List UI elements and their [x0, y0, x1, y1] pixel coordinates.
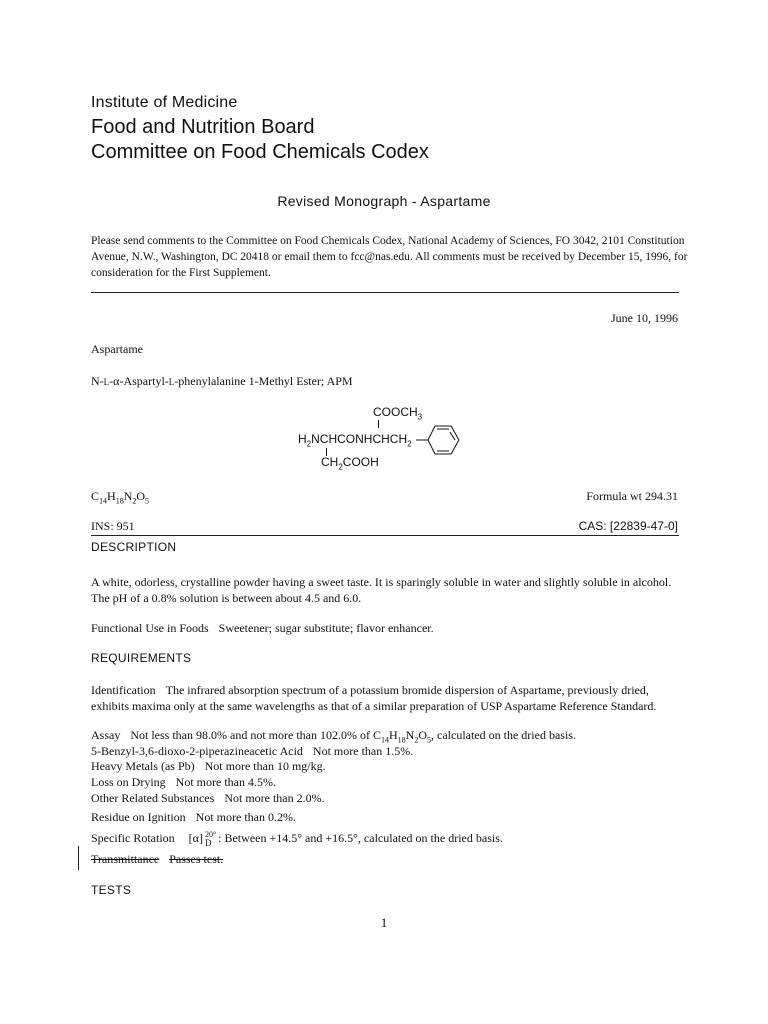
functional-use-value: Sweetener; sugar substitute; flavor enhancer. [218, 621, 434, 635]
chemical-name-part: -Aspartyl- [119, 374, 169, 388]
chemical-name-part: - [109, 374, 114, 388]
loss-on-drying-requirement [91, 775, 276, 790]
residue-label: Residue on Ignition [91, 810, 186, 824]
benzyl-value: Not more than 1.5%. [312, 744, 414, 758]
page-number: 1 [380, 915, 388, 930]
rotation-sub: D [204, 838, 212, 849]
structural-formula [290, 405, 490, 472]
formula-sub: 18 [397, 735, 406, 745]
assay-requirement [91, 728, 576, 744]
functional-use [91, 621, 434, 636]
revision-bar [78, 846, 79, 870]
structure-text: COOH [342, 455, 379, 469]
monograph-date: June 10, 1996 [611, 311, 678, 325]
specific-rotation-label: Specific Rotation [91, 831, 175, 845]
formula-sub: 5 [427, 735, 431, 745]
requirements-heading: REQUIREMENTS [91, 651, 192, 665]
formula-sub: 18 [115, 496, 124, 506]
benzyl-label: 5-Benzyl-3,6-dioxo-2-piperazineacetic Acid [91, 744, 303, 758]
identification-text: The infrared absorption spectrum of a potassium bromide dispersion of Aspartame, previously dried, exhibits maxima only at the same wavelengths as that of a similar preparation of USP Aspartame Reference Standard. [91, 683, 657, 713]
description-text: A white, odorless, crystalline powder having a sweet taste. It is sparingly soluble in water and slightly soluble in alcohol. The pH of a 0.8% solution is between about 4.5 and 6.0. [91, 575, 672, 605]
description-heading: DESCRIPTION [91, 540, 177, 554]
cas-number: CAS: [22839-47-0] [578, 519, 678, 533]
loss-on-drying-value: Not more than 4.5%. [175, 775, 276, 789]
header-divider [91, 292, 679, 293]
assay-text: , calculated on the dried basis. [431, 728, 576, 742]
structure-bond-up [378, 420, 379, 428]
specific-rotation-requirement [91, 831, 503, 847]
formula-weight: Formula wt 294.31 [586, 489, 678, 503]
structure-text: H [298, 432, 307, 446]
structure-sub: 3 [417, 412, 423, 422]
molecular-formula [91, 489, 149, 505]
transmittance-value: Passes test. [169, 852, 224, 866]
structure-text: CH [321, 455, 339, 469]
rotation-indices [205, 831, 216, 847]
structure-sub: 2 [306, 439, 312, 449]
institute-name: Institute of Medicine [91, 94, 238, 111]
identity-divider [91, 535, 679, 536]
identification-requirement [91, 683, 685, 714]
chemical-name-part: N- [91, 374, 104, 388]
formula-part: C [91, 489, 100, 503]
structure-text: NCHCONHCHCH [311, 432, 408, 446]
identification-label: Identification [91, 683, 156, 697]
formula-part: H [107, 489, 116, 503]
heavy-metals-label: Heavy Metals (as Pb) [91, 759, 195, 773]
structure-sub: 2 [407, 439, 412, 449]
rotation-sup: 20° [204, 830, 217, 840]
other-substances-value: Not more than 2.0%. [224, 791, 325, 805]
tests-heading: TESTS [91, 883, 132, 897]
board-name: Food and Nutrition Board [91, 116, 315, 138]
formula-sub: 2 [414, 735, 419, 745]
formula-part: H [388, 728, 398, 742]
chemical-name-part: α [113, 374, 120, 388]
structure-sub: 2 [338, 462, 343, 472]
formula-part: N [405, 728, 415, 742]
chemical-name-part: L [103, 377, 110, 387]
functional-use-label: Functional Use in Foods [91, 621, 209, 635]
transmittance-label: Transmittance [91, 852, 160, 866]
heavy-metals-requirement [91, 759, 326, 774]
heavy-metals-value: Not more than 10 mg/kg. [204, 759, 326, 773]
structure-main-chain [298, 432, 412, 448]
chemical-name [91, 374, 353, 389]
benzyl-requirement [91, 744, 413, 759]
chemical-name-part: L [168, 377, 175, 387]
assay-label: Assay [91, 728, 121, 742]
ins-number: INS: 951 [91, 519, 135, 533]
formula-sub: 14 [99, 496, 108, 506]
residue-requirement [91, 810, 296, 825]
committee-name: Committee on Food Chemicals Codex [91, 141, 429, 163]
formula-sub: 2 [132, 496, 137, 506]
formula-sub: 14 [380, 735, 389, 745]
formula-sub: 5 [145, 496, 150, 506]
structure-top-group [373, 405, 422, 421]
chemical-name-part: -phenylalanine 1-Methyl Ester; APM [174, 374, 353, 388]
formula-part: N [123, 489, 133, 503]
structure-bottom-group [321, 455, 379, 471]
other-substances-requirement [91, 791, 325, 806]
specific-rotation-value: : Between +14.5° and +16.5°, calculated on the dried basis. [218, 831, 503, 845]
residue-value: Not more than 0.2%. [195, 810, 296, 824]
benzene-ring-icon [416, 423, 470, 463]
rotation-symbol: [α] [188, 831, 203, 845]
formula-part: O [136, 489, 146, 503]
structure-text: COOCH [373, 405, 418, 419]
revised-monograph-title: Revised Monograph - Aspartame [277, 193, 491, 209]
other-substances-label: Other Related Substances [91, 791, 215, 805]
board-title [91, 115, 429, 165]
assay-text: Not less than 98.0% and not more than 102.0% of [130, 728, 373, 742]
loss-on-drying-label: Loss on Drying [91, 775, 166, 789]
substance-name: Aspartame [91, 342, 143, 356]
formula-part: O [418, 728, 427, 742]
transmittance-requirement [91, 852, 223, 867]
comment-notice: Please send comments to the Committee on Food Chemicals Codex, National Academy of Sciences, FO 3042, 2101 Constitution Avenue, N.W., Washington, DC 20418 or email them to fcc@nas.edu. All comments must be received by December 15, 1996, for consideration for the First Supplement. [91, 235, 688, 279]
formula-part: C [372, 728, 381, 742]
